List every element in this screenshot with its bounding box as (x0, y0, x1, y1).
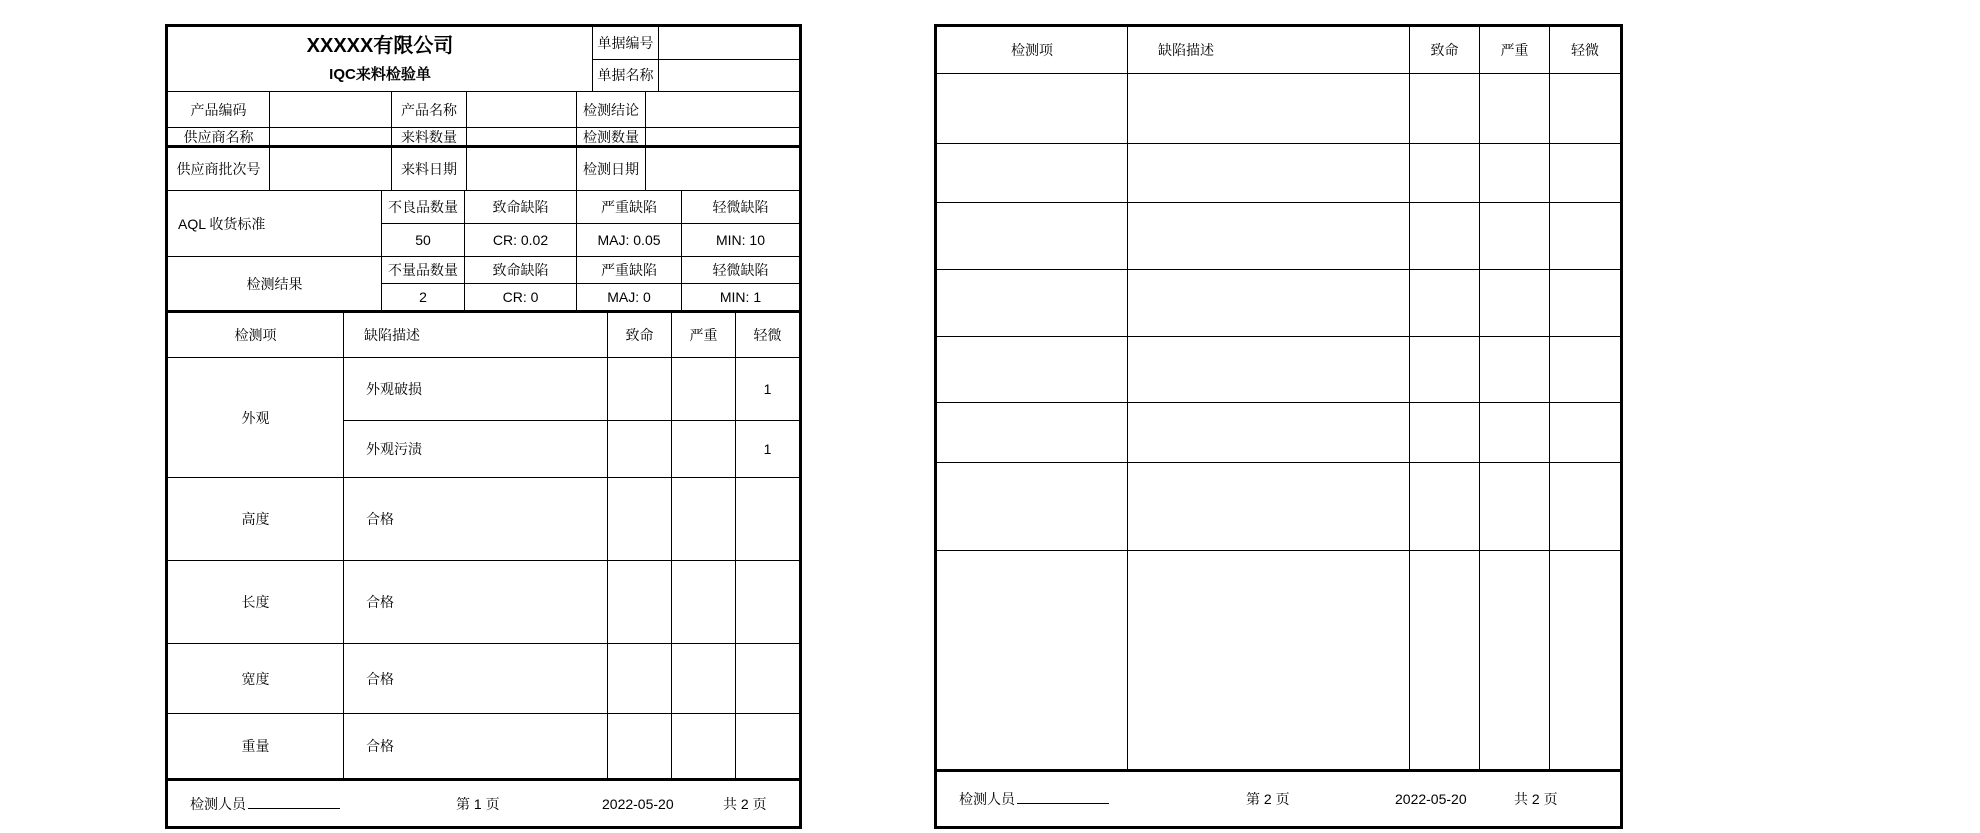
empty-major-cell (1480, 551, 1550, 769)
empty-minor-cell (1550, 270, 1620, 336)
page2-footer (937, 769, 1620, 826)
height-major (672, 478, 736, 560)
item-appearance: 外观 (168, 358, 344, 477)
aql-standard-band (168, 191, 799, 257)
aql-major-value: MAJ: 0.05 (597, 232, 661, 248)
empty-critical-cell (1410, 403, 1480, 462)
detail-header-row-p2 (937, 27, 1620, 74)
result-major-header: 严重缺陷 (577, 257, 681, 284)
aql-major-col (577, 191, 682, 256)
empty-critical-cell (1410, 74, 1480, 143)
aql-defect-qty-value: 50 (415, 232, 431, 248)
empty-desc-cell (1128, 203, 1410, 269)
empty-minor-cell (1550, 74, 1620, 143)
empty-item-cell (937, 463, 1128, 550)
supplier-batch-label: 供应商批次号 (168, 148, 270, 190)
header-band (168, 27, 799, 92)
aql-major-header: 严重缺陷 (577, 191, 681, 224)
result-minor-col (682, 257, 799, 310)
width-critical (608, 644, 672, 713)
appearance-subrow-stain (344, 421, 799, 477)
appearance-subrow-damage (344, 358, 799, 421)
empty-desc-cell (1128, 74, 1410, 143)
form-title: IQC来料检验单 (329, 66, 431, 83)
empty-critical-cell (1410, 144, 1480, 202)
supplier-batch-value (270, 148, 392, 190)
item-height: 高度 (168, 478, 344, 560)
header-item: 检测项 (937, 27, 1128, 73)
empty-row-3 (937, 203, 1620, 270)
empty-item-cell (937, 337, 1128, 402)
empty-critical-cell (1410, 337, 1480, 402)
detail-row-weight (168, 714, 799, 778)
appearance-subrows (344, 358, 799, 477)
empty-desc-cell (1128, 337, 1410, 402)
info-row-batch (168, 148, 799, 191)
inspect-date-value (646, 148, 799, 190)
detail-row-length (168, 561, 799, 644)
empty-minor-cell (1550, 144, 1620, 202)
header-major: 严重 (1480, 27, 1550, 73)
height-minor (736, 478, 799, 560)
empty-desc-cell (1128, 270, 1410, 336)
footer-date: 2022-05-20 (602, 795, 674, 812)
empty-desc-cell (1128, 463, 1410, 550)
item-width: 宽度 (168, 644, 344, 713)
supplier-name-value (270, 128, 392, 145)
header-minor: 轻微 (1571, 42, 1599, 58)
header-item: 检测项 (168, 313, 344, 357)
empty-item-cell (937, 74, 1128, 143)
length-critical (608, 561, 672, 643)
empty-item-cell (937, 203, 1128, 269)
footer-date: 2022-05-20 (1395, 791, 1467, 807)
inspect-conclusion-label: 检测结论 (577, 92, 646, 127)
result-defect-qty-value: 2 (419, 289, 427, 305)
info-row-supplier (168, 128, 799, 148)
header-desc: 缺陷描述 (344, 313, 608, 357)
page-number: 第 2 页 (1246, 791, 1290, 807)
incoming-qty-value (467, 128, 577, 145)
empty-minor-cell (1550, 337, 1620, 402)
detail-header-row (168, 313, 799, 358)
empty-major-cell (1480, 403, 1550, 462)
header-major: 严重 (672, 313, 736, 357)
incoming-qty-label: 来料数量 (392, 128, 467, 145)
incoming-date-label: 来料日期 (392, 148, 467, 190)
incoming-date-value (467, 148, 577, 190)
empty-item-cell (937, 144, 1128, 202)
header-desc: 缺陷描述 (1128, 27, 1410, 73)
width-minor (736, 644, 799, 713)
empty-desc-cell (1128, 551, 1410, 769)
result-critical-value: CR: 0 (502, 289, 539, 305)
result-major-value: MAJ: 0 (607, 289, 651, 305)
desc-weight: 合格 (344, 714, 608, 778)
header-minor: 轻微 (753, 327, 782, 343)
aql-minor-header: 轻微缺陷 (682, 191, 799, 224)
page-number: 第 1 页 (456, 795, 500, 812)
empty-row-8 (937, 551, 1620, 769)
empty-critical-cell (1410, 270, 1480, 336)
empty-desc-cell (1128, 403, 1410, 462)
empty-row-6 (937, 403, 1620, 463)
desc-length: 合格 (344, 561, 608, 643)
empty-item-cell (937, 403, 1128, 462)
empty-critical-cell (1410, 203, 1480, 269)
empty-major-cell (1480, 270, 1550, 336)
inspector-signature-line (1017, 789, 1109, 804)
desc-width: 合格 (344, 644, 608, 713)
aql-minor-value: MIN: 10 (715, 232, 765, 248)
result-defect-qty-header: 不量品数量 (382, 257, 464, 284)
empty-minor-cell (1550, 403, 1620, 462)
length-major (672, 561, 736, 643)
desc-stain: 外观污渍 (344, 421, 608, 477)
inspector-block (190, 794, 340, 814)
damage-major (672, 358, 736, 420)
page-1-iqc-form (165, 24, 802, 829)
header-critical: 致命 (608, 313, 672, 357)
result-major-col (577, 257, 682, 310)
detail-row-width (168, 644, 799, 714)
damage-minor: 1 (763, 381, 772, 397)
product-code-value (270, 92, 392, 127)
doc-name-label: 单据名称 (593, 60, 659, 92)
weight-minor (736, 714, 799, 778)
inspect-conclusion-value (646, 92, 799, 127)
empty-row-7 (937, 463, 1620, 551)
result-minor-value: MIN: 1 (719, 289, 762, 305)
stain-minor: 1 (763, 441, 772, 457)
inspector-signature-line (248, 794, 340, 809)
weight-major (672, 714, 736, 778)
width-major (672, 644, 736, 713)
info-row-product (168, 92, 799, 128)
detail-row-appearance (168, 358, 799, 478)
result-critical-header: 致命缺陷 (465, 257, 576, 284)
empty-item-cell (937, 270, 1128, 336)
total-pages: 共 2 页 (1514, 791, 1558, 807)
inspect-qty-label: 检测数量 (577, 128, 646, 145)
item-length: 长度 (168, 561, 344, 643)
empty-major-cell (1480, 337, 1550, 402)
aql-critical-value: CR: 0.02 (492, 232, 549, 248)
result-critical-col (465, 257, 577, 310)
doc-no-row (593, 27, 799, 60)
length-minor (736, 561, 799, 643)
empty-critical-cell (1410, 463, 1480, 550)
result-minor-header: 轻微缺陷 (682, 257, 799, 284)
product-name-value (467, 92, 577, 127)
empty-row-5 (937, 337, 1620, 403)
page1-footer (168, 778, 799, 826)
empty-minor-cell (1550, 551, 1620, 769)
company-name: XXXXX有限公司 (306, 35, 454, 57)
desc-height: 合格 (344, 478, 608, 560)
result-defect-qty-col (382, 257, 465, 310)
weight-critical (608, 714, 672, 778)
stain-major (672, 421, 736, 477)
doc-name-row (593, 60, 799, 92)
inspect-qty-value (646, 128, 799, 145)
empty-row-4 (937, 270, 1620, 337)
empty-item-cell (937, 551, 1128, 769)
empty-row-2 (937, 144, 1620, 203)
empty-major-cell (1480, 74, 1550, 143)
aql-defect-qty-col (382, 191, 465, 256)
empty-minor-cell (1550, 203, 1620, 269)
header-critical: 致命 (1410, 27, 1480, 73)
inspect-result-band (168, 257, 799, 313)
aql-critical-col (465, 191, 577, 256)
title-block (168, 27, 593, 91)
empty-desc-cell (1128, 144, 1410, 202)
item-weight: 重量 (168, 714, 344, 778)
doc-no-value (659, 27, 799, 59)
aql-defect-qty-header: 不良品数量 (382, 191, 464, 224)
inspector-block (959, 789, 1109, 809)
desc-damage: 外观破损 (344, 358, 608, 420)
product-name-label: 产品名称 (392, 92, 467, 127)
empty-minor-cell (1550, 463, 1620, 550)
detail-row-height (168, 478, 799, 561)
doc-name-value (659, 60, 799, 92)
stain-critical (608, 421, 672, 477)
empty-major-cell (1480, 144, 1550, 202)
height-critical (608, 478, 672, 560)
doc-no-label: 单据编号 (593, 27, 659, 59)
empty-major-cell (1480, 463, 1550, 550)
inspect-date-label: 检测日期 (577, 148, 646, 190)
empty-critical-cell (1410, 551, 1480, 769)
supplier-name-label: 供应商名称 (168, 128, 270, 145)
aql-critical-header: 致命缺陷 (465, 191, 576, 224)
inspector-label: 检测人员 (959, 791, 1015, 807)
inspector-label: 检测人员 (190, 795, 246, 812)
aql-minor-col (682, 191, 799, 256)
doc-info-block (593, 27, 799, 91)
damage-critical (608, 358, 672, 420)
aql-standard-label: AQL 收货标准 (168, 191, 382, 256)
product-code-label: 产品编码 (168, 92, 270, 127)
empty-row-1 (937, 74, 1620, 144)
empty-major-cell (1480, 203, 1550, 269)
total-pages: 共 2 页 (723, 795, 767, 812)
inspect-result-label: 检测结果 (168, 257, 382, 310)
page-2-iqc-form (934, 24, 1623, 829)
